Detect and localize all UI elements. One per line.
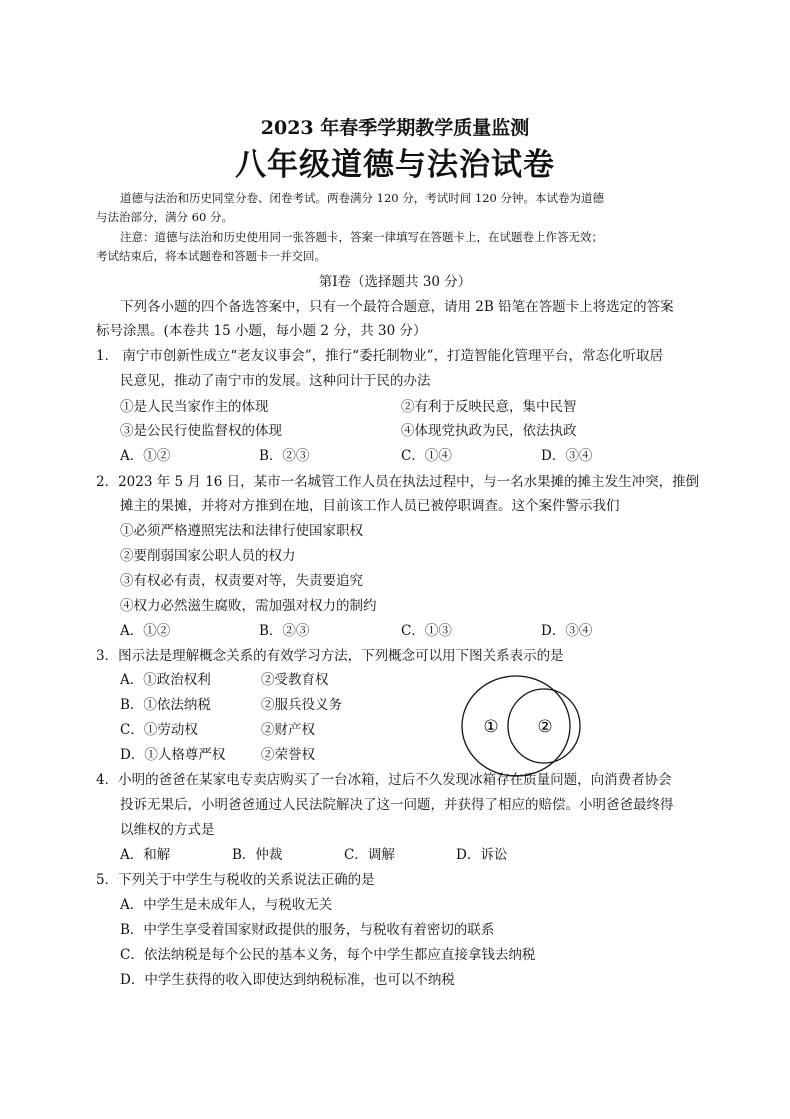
- q4-option-b: B．仲裁: [232, 847, 283, 863]
- q1-statement-3: ③是公民行使监督权的体现: [120, 423, 282, 439]
- q1-stem-line2: 民意见，推动了南宁市的发展。这种问计于民的办法: [120, 373, 431, 389]
- section-instruction-2: 标号涂黑。(本卷共 15 小题，每小题 2 分，共 30 分）: [96, 323, 427, 339]
- q3-option-b-2: ②服兵役义务: [261, 697, 342, 713]
- q2-stem-line1: 2．2023 年 5 月 16 日，某市一名城管工作人员在执法过程中，与一名水果摊的摊主发生冲突，推倒: [96, 474, 700, 490]
- q3-option-a-1: A．①政治权利: [120, 672, 211, 688]
- q5-option-b: B．中学生享受着国家财政提供的服务，与税收有着密切的联系: [120, 922, 495, 938]
- q3-option-b-1: B．①依法纳税: [120, 697, 211, 713]
- q2-option-b: B．②③: [259, 623, 310, 639]
- q1-statement-1: ①是人民当家作主的体现: [120, 399, 269, 415]
- q4-stem-line2: 投诉无果后，小明爸爸通过人民法院解决了这一问题，并获得了相应的赔偿。小明爸爸最终得: [120, 797, 674, 813]
- q3-option-a-2: ②受教育权: [261, 672, 329, 688]
- q3-option-c-2: ②财产权: [261, 722, 315, 738]
- q1-option-d: D．③④: [541, 448, 593, 464]
- q1-statement-2: ②有利于反映民意，集中民智: [401, 399, 577, 415]
- q5-option-a: A．中学生是未成年人，与税收无关: [120, 897, 333, 913]
- exam-title-line2: 八年级道德与法治试卷: [235, 147, 555, 183]
- q1-option-b: B．②③: [259, 448, 310, 464]
- q4-option-d: D．诉讼: [456, 847, 508, 863]
- q1-statement-4: ④体现党执政为民，依法执政: [401, 423, 577, 439]
- q2-option-d: D．③④: [541, 623, 593, 639]
- q5-option-d: D．中学生获得的收入即使达到纳税标准，也可以不纳税: [120, 972, 455, 988]
- q5-stem: 5．下列关于中学生与税收的关系说法正确的是: [96, 872, 375, 888]
- q2-statement-4: ④权力必然滋生腐败，需加强对权力的制约: [120, 598, 377, 614]
- q1-option-c: C．①④: [401, 448, 452, 464]
- section-title: 第Ⅰ卷（选择题共 30 分）: [318, 274, 472, 290]
- q4-stem-line1: 4．小明的爸爸在某家电专卖店购买了一台冰箱，过后不久发现冰箱存在质量问题，向消费者协会: [96, 772, 672, 788]
- q3-option-d-2: ②荣誉权: [261, 747, 315, 763]
- circle-label-1: ①: [483, 717, 499, 737]
- q2-statement-3: ③有权必有责，权责要对等，失责要追究: [120, 573, 363, 589]
- outer-circle: [462, 676, 570, 776]
- q2-statement-1: ①必须严格遵照宪法和法律行使国家职权: [120, 523, 363, 539]
- q5-option-c: C．依法纳税是每个公民的基本义务，每个中学生都应直接拿钱去纳税: [120, 947, 536, 963]
- q1-stem-line1: 1． 南宁市创新性成立“老友议事会”，推行“委托制物业”，打造智能化管理平台，常态化听取居: [96, 348, 663, 364]
- q2-stem-line2: 摊主的果摊，并将对方推到在地，目前该工作人员已被停职调查。这个案件警示我们: [120, 498, 620, 514]
- q2-statement-2: ②要削弱国家公职人员的权力: [120, 548, 296, 564]
- q3-stem: 3．图示法是理解概念关系的有效学习方法，下列概念可以用下图关系表示的是: [96, 648, 564, 664]
- q3-option-d-1: D．①人格尊严权: [120, 747, 226, 763]
- q4-stem-line3: 以维权的方式是: [120, 822, 215, 838]
- note-line-1: 道德与法治和历史同堂分卷、闭卷考试。两卷满分 120 分，考试时间 120 分钟。本试卷为道德: [120, 191, 605, 205]
- q1-option-a: A．①②: [120, 448, 171, 464]
- note-line-4: 考试结束后，将本试题卷和答题卡一并交回。: [96, 249, 326, 263]
- note-line-2: 与法治部分，满分 60 分。: [96, 210, 233, 224]
- section-instruction-1: 下列各小题的四个备选答案中，只有一个最符合题意，请用 2B 铅笔在答题卡上将选定的答案: [120, 299, 674, 315]
- q4-option-c: C．调解: [344, 847, 395, 863]
- circle-label-2: ②: [537, 717, 553, 737]
- q2-option-a: A．①②: [120, 623, 171, 639]
- exam-title-line1: 2023 年春季学期教学质量监测: [260, 117, 530, 139]
- q3-option-c-1: C．①劳动权: [120, 722, 198, 738]
- concept-relation-diagram: [458, 672, 583, 782]
- q4-option-a: A．和解: [120, 847, 171, 863]
- note-line-3: 注意：道德与法治和历史使用同一张答题卡，答案一律填写在答题卡上，在试题卷上作答无效；: [120, 230, 603, 244]
- q2-option-c: C．①③: [401, 623, 452, 639]
